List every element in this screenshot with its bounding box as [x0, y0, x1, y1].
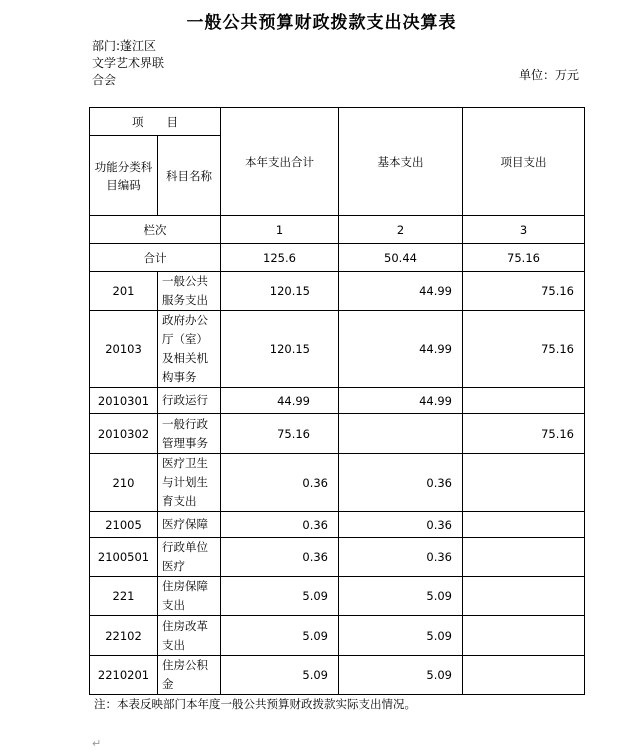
row-code: 2010302 [90, 414, 158, 454]
row-name: 一般公共服务支出 [158, 272, 221, 311]
table-row [90, 272, 585, 311]
row-name: 一般行政管理事务 [158, 414, 221, 454]
row-basic: 0.36 [339, 512, 463, 538]
row-basic: 5.09 [339, 577, 463, 616]
row-name: 医疗保障 [158, 512, 221, 538]
row-code: 22102 [90, 616, 158, 656]
col-index-2: 2 [339, 216, 463, 244]
row-total: 120.15 [221, 272, 339, 311]
row-total: 44.99 [221, 388, 339, 414]
row-basic: 0.36 [339, 538, 463, 577]
row-total: 75.16 [221, 414, 339, 454]
row-project: 75.16 [463, 272, 585, 311]
col-index-1: 1 [221, 216, 339, 244]
row-total: 5.09 [221, 656, 339, 695]
row-basic [339, 414, 463, 454]
document-title: 一般公共预算财政拨款支出决算表 [186, 13, 457, 33]
row-project [463, 538, 585, 577]
row-basic: 0.36 [339, 454, 463, 512]
table-row [90, 454, 585, 512]
row-total: 0.36 [221, 454, 339, 512]
header-total: 本年支出合计 [221, 108, 339, 216]
col-index-3: 3 [463, 216, 585, 244]
row-code: 20103 [90, 311, 158, 388]
table-row [90, 388, 585, 414]
header-func-code: 功能分类科目编码 [90, 136, 158, 216]
row-name: 住房改革支出 [158, 616, 221, 656]
table-row [90, 577, 585, 616]
row-project: 75.16 [463, 414, 585, 454]
row-code: 2210201 [90, 656, 158, 695]
table-footnote: 注：本表反映部门本年度一般公共预算财政拨款实际支出情况。 [94, 697, 416, 711]
totals-label: 合计 [90, 244, 221, 272]
row-project [463, 512, 585, 538]
row-code: 21005 [90, 512, 158, 538]
expenditure-table [89, 107, 585, 695]
paragraph-mark-icon: ↵ [92, 737, 102, 750]
row-name: 政府办公厅（室）及相关机构事务 [158, 311, 221, 388]
row-total: 120.15 [221, 311, 339, 388]
header-subject-name: 科目名称 [158, 136, 221, 216]
header-project: 项目支出 [463, 108, 585, 216]
row-basic: 44.99 [339, 311, 463, 388]
row-name: 行政单位医疗 [158, 538, 221, 577]
table-row [90, 414, 585, 454]
department-label: 部门:蓬江区文学艺术界联合会 [92, 39, 165, 87]
row-project [463, 388, 585, 414]
table-row [90, 512, 585, 538]
row-name: 住房公积金 [158, 656, 221, 695]
header-basic: 基本支出 [339, 108, 463, 216]
row-code: 201 [90, 272, 158, 311]
table-row [90, 656, 585, 695]
row-project [463, 454, 585, 512]
unit-label: 单位：万元 [519, 68, 580, 82]
header-item: 项 目 [90, 108, 221, 136]
row-name: 医疗卫生与计划生育支出 [158, 454, 221, 512]
row-code: 2010301 [90, 388, 158, 414]
row-total: 5.09 [221, 577, 339, 616]
row-total: 0.36 [221, 512, 339, 538]
row-project [463, 616, 585, 656]
row-basic: 44.99 [339, 388, 463, 414]
row-total: 5.09 [221, 616, 339, 656]
table-row [90, 616, 585, 656]
row-code: 210 [90, 454, 158, 512]
row-code: 221 [90, 577, 158, 616]
row-name: 住房保障支出 [158, 577, 221, 616]
row-index-label: 栏次 [90, 216, 221, 244]
row-index [90, 216, 585, 244]
row-code: 2100501 [90, 538, 158, 577]
row-project [463, 577, 585, 616]
table-row [90, 311, 585, 388]
totals-row [90, 244, 585, 272]
row-project [463, 656, 585, 695]
row-project: 75.16 [463, 311, 585, 388]
row-name: 行政运行 [158, 388, 221, 414]
totals-total: 125.6 [221, 244, 339, 272]
totals-basic: 50.44 [339, 244, 463, 272]
row-total: 0.36 [221, 538, 339, 577]
row-basic: 44.99 [339, 272, 463, 311]
row-basic: 5.09 [339, 616, 463, 656]
table-row [90, 538, 585, 577]
header-row-item [90, 108, 585, 136]
totals-project: 75.16 [463, 244, 585, 272]
row-basic: 5.09 [339, 656, 463, 695]
